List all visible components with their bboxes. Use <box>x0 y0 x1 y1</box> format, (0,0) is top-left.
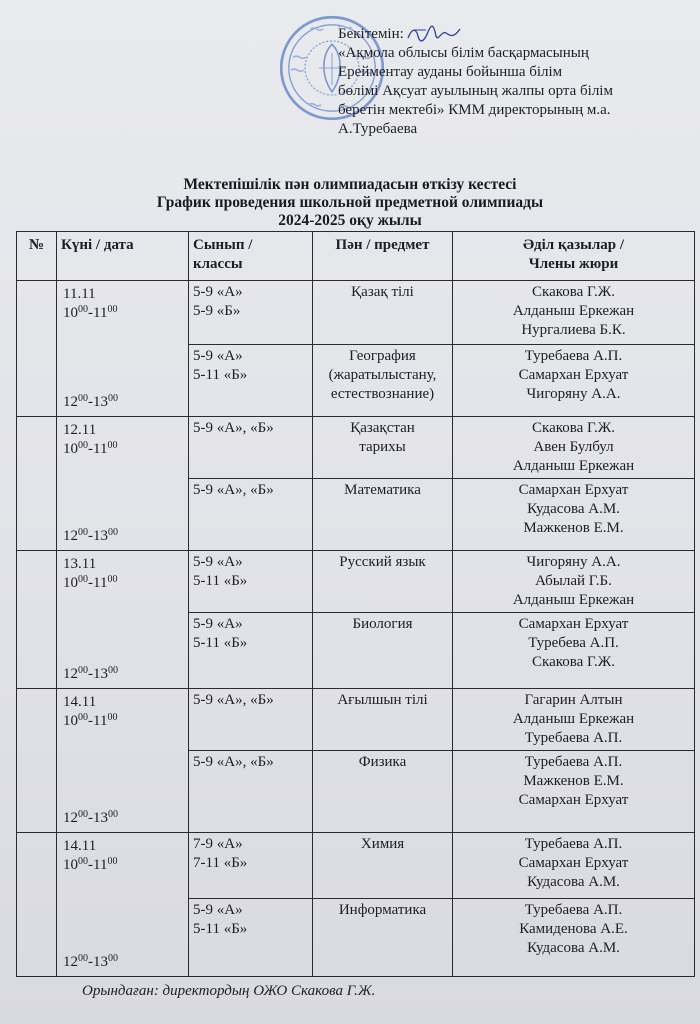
jury-member: Скакова Г.Ж. <box>532 420 615 436</box>
jury-cell <box>453 689 695 751</box>
jury-cell <box>453 613 695 689</box>
time-slot-1: $10^{00}-11^{00}$ <box>63 304 118 321</box>
day-date: 11.11 <box>63 286 96 302</box>
time-slot-1: $10^{00}-11^{00}$ <box>63 440 118 457</box>
time-slot-2: $12^{00}-13^{00}$ <box>63 809 118 826</box>
day-date: 14.11 <box>63 838 97 854</box>
header-subject: Пән / предмет <box>313 232 453 281</box>
jury-member: Туребаева А.П. <box>524 730 623 746</box>
row-number-cell <box>17 281 57 417</box>
date-time-cell <box>57 689 189 833</box>
class-cell: 5-9 «А» 5-11 «Б» <box>189 345 313 417</box>
table-row <box>17 281 695 345</box>
title-year: 2024-2025 оқу жылы <box>278 212 422 229</box>
class-cell: 5-9 «А», «Б» <box>189 689 313 751</box>
header-class: Сынып / классы <box>189 232 313 281</box>
jury-member: Самархан Ерхуат <box>518 616 629 632</box>
date-time-cell <box>57 417 189 551</box>
document-title <box>0 176 700 230</box>
olympiad-schedule-table <box>16 231 695 977</box>
jury-member: Туребаева А.П. <box>524 754 623 770</box>
table-row <box>17 551 695 613</box>
jury-member: Авен Булбул <box>533 439 614 455</box>
row-number-cell <box>17 551 57 689</box>
class-cell: 5-9 «А» 5-11 «Б» <box>189 613 313 689</box>
jury-member: Скакова Г.Ж. <box>532 654 615 670</box>
class-cell: 5-9 «А» 5-9 «Б» <box>189 281 313 345</box>
title-kazakh: Мектепішілік пән олимпиадасын өткізу кестесі <box>183 176 517 193</box>
header-jury: Әділ қазылар / Члены жюри <box>453 232 695 281</box>
jury-member: Алданыш Еркежан <box>512 458 635 474</box>
date-time-cell <box>57 833 189 977</box>
row-number-cell <box>17 689 57 833</box>
header-date: Күні / дата <box>57 232 189 281</box>
jury-member: Чигоряну А.А. <box>526 554 621 570</box>
jury-member: Нургалиева Б.К. <box>521 322 626 338</box>
jury-member: Чигоряну А.А. <box>526 386 621 402</box>
jury-member: Абылай Г.Б. <box>535 573 612 589</box>
date-time-cell <box>57 281 189 417</box>
subject-cell: Физика <box>313 751 453 833</box>
jury-member: Туребаева А.П. <box>524 836 623 852</box>
class-cell: 5-9 «А», «Б» <box>189 417 313 479</box>
jury-member: Гагарин Алтын <box>524 692 623 708</box>
approval-block <box>338 24 683 139</box>
time-slot-2: $12^{00}-13^{00}$ <box>63 953 118 970</box>
subject-cell: Математика <box>313 479 453 551</box>
day-date: 12.11 <box>63 422 97 438</box>
table-row <box>17 689 695 751</box>
approval-line: беретін мектебі» КММ директорының м.а. <box>338 102 611 118</box>
subject-cell: Химия <box>313 833 453 899</box>
jury-member: Кудасова А.М. <box>527 501 620 517</box>
jury-cell <box>453 833 695 899</box>
class-cell: 5-9 «А», «Б» <box>189 751 313 833</box>
jury-member: Мажкенов Е.М. <box>523 773 624 789</box>
approval-line: «Ақмола облысы білім басқармасының <box>338 45 589 61</box>
row-number-cell <box>17 417 57 551</box>
subject-cell: Информатика <box>313 899 453 977</box>
subject-cell: География (жаратылыстану, естествознание) <box>313 345 453 417</box>
jury-member: Камиденова А.Е. <box>519 921 628 937</box>
jury-cell <box>453 345 695 417</box>
jury-member: Кудасова А.М. <box>527 874 620 890</box>
time-slot-1: $10^{00}-11^{00}$ <box>63 574 118 591</box>
day-date: 13.11 <box>63 556 97 572</box>
subject-cell: Қазақ тілі <box>313 281 453 345</box>
jury-cell <box>453 751 695 833</box>
jury-member: Самархан Ерхуат <box>518 792 629 808</box>
jury-cell <box>453 899 695 977</box>
date-time-cell <box>57 551 189 689</box>
day-date: 14.11 <box>63 694 97 710</box>
time-slot-1: $10^{00}-11^{00}$ <box>63 856 118 873</box>
jury-member: Алданыш Еркежан <box>512 711 635 727</box>
jury-member: Мажкенов Е.М. <box>523 520 624 536</box>
jury-cell <box>453 479 695 551</box>
jury-member: Туребаева А.П. <box>524 348 623 364</box>
approval-heading: Бекітемін: <box>338 25 404 42</box>
jury-cell <box>453 551 695 613</box>
subject-cell: Биология <box>313 613 453 689</box>
header-number: № <box>17 232 57 281</box>
class-cell: 5-9 «А» 5-11 «Б» <box>189 899 313 977</box>
row-number-cell <box>17 833 57 977</box>
jury-member: Скакова Г.Ж. <box>532 284 615 300</box>
jury-member: Туребева А.П. <box>528 635 619 651</box>
time-slot-2: $12^{00}-13^{00}$ <box>63 527 118 544</box>
time-slot-2: $12^{00}-13^{00}$ <box>63 393 118 410</box>
jury-cell <box>453 281 695 345</box>
subject-cell: Қазақстан тарихы <box>313 417 453 479</box>
approval-line: бөлімі Ақсуат ауылының жалпы орта білім <box>338 83 613 99</box>
time-slot-1: $10^{00}-11^{00}$ <box>63 712 118 729</box>
table-row <box>17 833 695 899</box>
jury-member: Самархан Ерхуат <box>518 855 629 871</box>
jury-member: Туребаева А.П. <box>524 902 623 918</box>
jury-member: Самархан Ерхуат <box>518 482 629 498</box>
approval-line: Ерейментау ауданы бойынша білім <box>338 64 563 80</box>
class-cell: 7-9 «А» 7-11 «Б» <box>189 833 313 899</box>
time-slot-2: $12^{00}-13^{00}$ <box>63 665 118 682</box>
approval-signer: А.Туребаева <box>338 121 418 137</box>
table-row <box>17 417 695 479</box>
prepared-by-footer: Орындаған: директордың ОЖО Скакова Г.Ж. <box>82 983 376 999</box>
jury-member: Кудасова А.М. <box>527 940 620 956</box>
subject-cell: Ағылшын тілі <box>313 689 453 751</box>
class-cell: 5-9 «А», «Б» <box>189 479 313 551</box>
subject-cell: Русский язык <box>313 551 453 613</box>
jury-member: Алданыш Еркежан <box>512 303 635 319</box>
jury-member: Самархан Ерхуат <box>518 367 629 383</box>
jury-cell <box>453 417 695 479</box>
title-russian: График проведения школьной предметной олимпиады <box>156 194 544 211</box>
class-cell: 5-9 «А» 5-11 «Б» <box>189 551 313 613</box>
director-signature <box>406 24 462 44</box>
table-header-row <box>17 232 695 281</box>
jury-member: Алданыш Еркежан <box>512 592 635 608</box>
